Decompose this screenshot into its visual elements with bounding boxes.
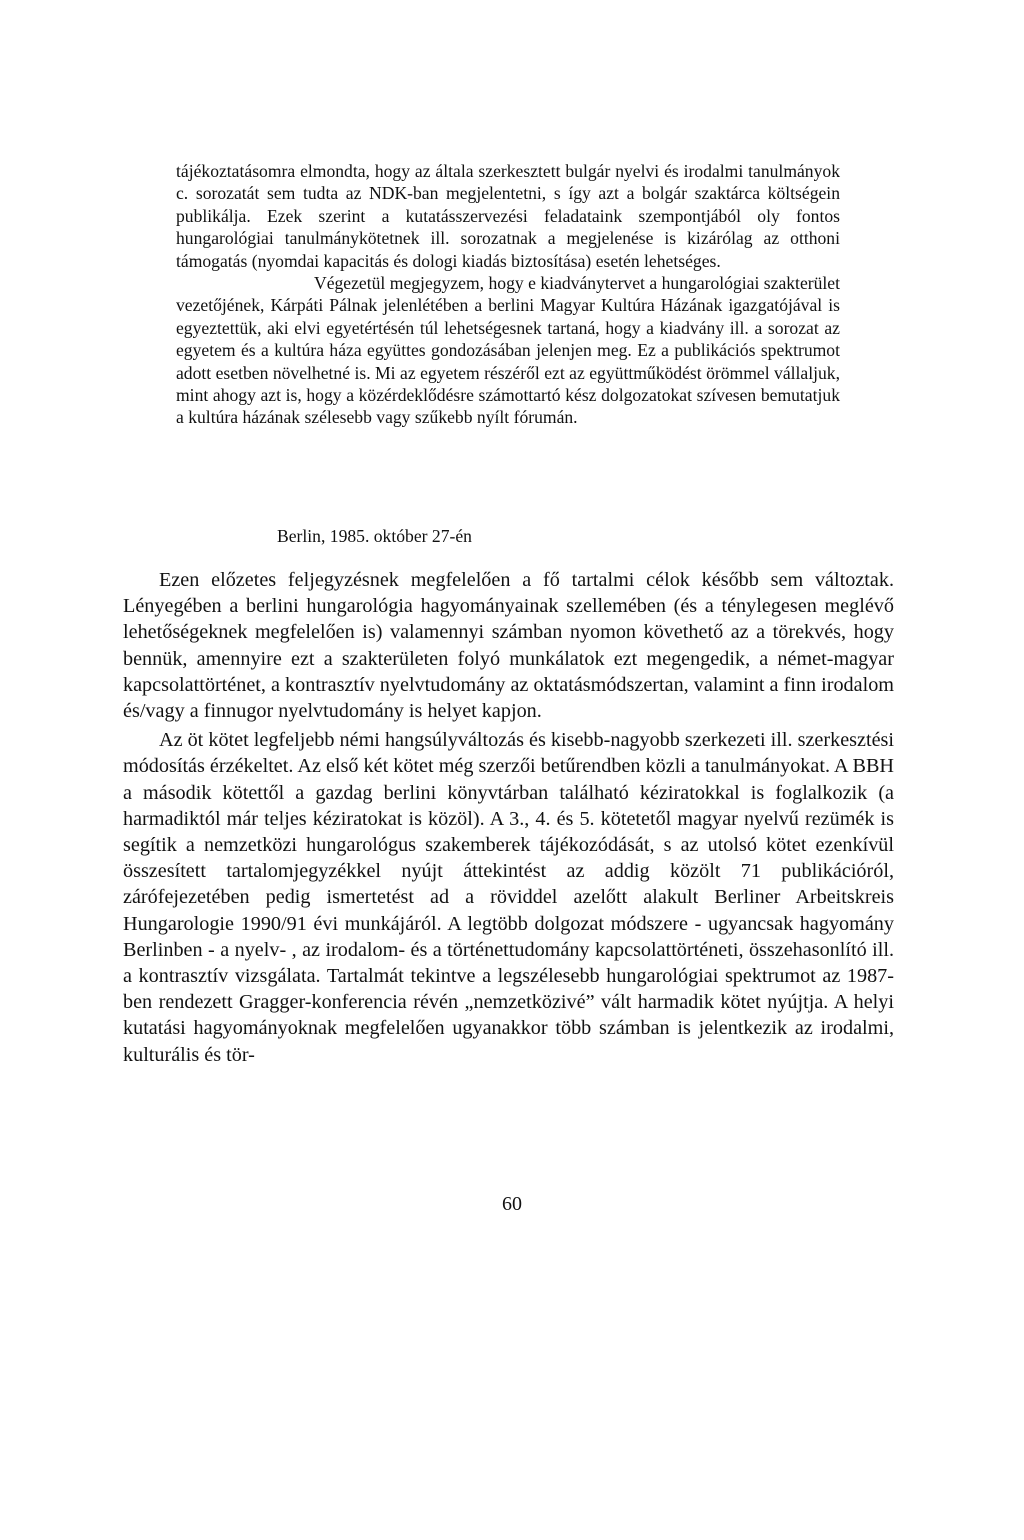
quoted-memo-block: [176, 160, 840, 429]
page-number: 60: [502, 1193, 522, 1215]
main-text-block: [123, 567, 894, 1068]
body-paragraph-2: Az öt kötet legfeljebb némi hangsúlyváltozás és kisebb-nagyobb szerkezeti ill. szerkesztési módosítás érzékeltet. Az első két kötet még szerzői betűrendben közli a tanulmányokat. A BBH a második kötettől a gazdag berlini könyvtárban található kéziratokkal is foglalkozik (a harmadiktól már teljes kéziratokat is közöl). A 3., 4. és 5. kötetetől magyar nyelvű rezümék is segítik a nemzetközi hungarológus szakemberek tájékozódását, s az utolsó kötet ezenkívül összesített tartalomjegyzékkel nyújt áttekintést az addig közölt 71 publikációról, zárófejezetében pedig ismertetést ad a röviddel azelőtt alakult Berliner Arbeitskreis Hungarologie 1990/91 évi munkájáról. A legtöbb dolgozat módszere - ugyancsak hagyomány Berlinben - a nyelv- , az irodalom- és a történettudomány kapcsolattörténeti, összehasonlító ill. a kontrasztív vizsgálata. Tartalmát tekintve a legszélesebb hungarológiai spektrumot az 1987-ben rendezett Gragger-konferencia révén „nemzetközivé” vált harmadik kötet nyújtja. A helyi kutatási hagyományoknak megfelelően ugyanakkor több számban is jelentkezik az irodalmi, kulturális és tör-: [123, 729, 894, 1066]
quote-signature: Berlin, 1985. október 27-én: [277, 526, 472, 546]
body-paragraph-1: Ezen előzetes feljegyzésnek megfelelően a fő tartalmi célok később sem változtak. Lényegében a berlini hungarológia hagyományainak szellemében (és a ténylegesen meglévő lehetőségeknek megfelelően is) valamennyi számban nyomon követhető az a törekvés, hogy bennük, amennyire ezt a szakterületen folyó munkálatok ezt megengedik, a német-magyar kapcsolattörténet, a kontrasztív nyelvtudomány az oktatásmódszertan, valamint a finn irodalom és/vagy a finnugor nyelvtudomány is helyet kapjon.: [123, 569, 894, 723]
quote-paragraph-2: Végezetül megjegyzem, hogy e kiadványtervet a hungarológiai szakterület vezetőjének, Kárpáti Pálnak jelenlétében a berlini Magyar Kultúra Házának igazgatójával is egyeztettük, aki elvi egyetértésén túl lehetségesnek tartaná, hogy a kiadvány ill. a sorozat az egyetem és a kultúra háza együttes gondozásában jelenjen meg. Ez a publikációs spektrumot adott esetben növelhetné is. Mi az egyetem részéről ezt az együttműködést örömmel vállaljuk, mint ahogy azt is, hogy a közérdeklődésre számottartó kész dolgozatokat szívesen bemutatjuk a kultúra házának szélesebb vagy szűkebb nyílt fórumán.: [176, 273, 840, 428]
quote-paragraph-1: tájékoztatásomra elmondta, hogy az általa szerkesztett bulgár nyelvi és irodalmi tanulmányok c. sorozatát sem tudta az NDK-ban megjelentetni, s így azt a bolgár szaktárca költségein publikálja. Ezek szerint a kutatásszervezési feladataink szempontjából oly fontos hungarológiai tanulmánykötetnek ill. sorozatnak a megjelenése is kizárólag az otthoni támogatás (nyomdai kapacitás és dologi kiadás biztosítása) esetén lehetséges.: [176, 161, 840, 271]
